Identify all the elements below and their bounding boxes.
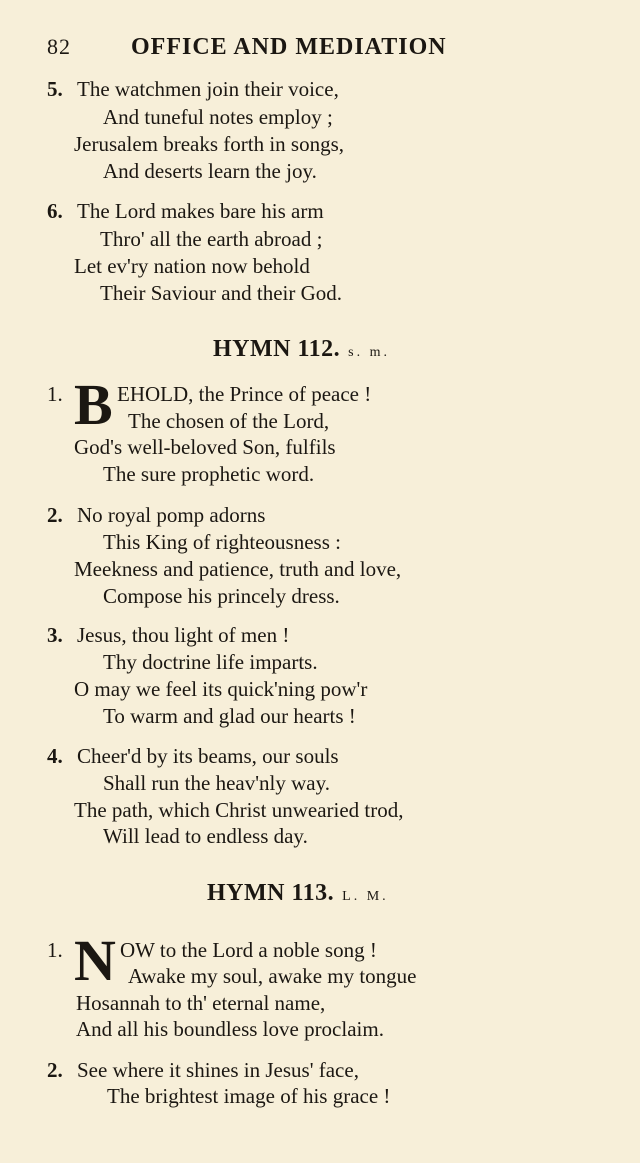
verse-number: 3. [47, 623, 63, 647]
verse-number: 6. [47, 199, 63, 223]
hymn-112-verse-4-line-3: The path, which Christ unwearied trod, [74, 798, 404, 822]
verse-5-line-1: 5. The watchmen join their voice, [47, 77, 339, 101]
page-header [47, 34, 517, 70]
hymn-title: HYMN 113. [207, 880, 335, 906]
verse-6-line-1: 6. The Lord makes bare his arm [47, 199, 324, 223]
hymn-112-verse-4-line-1: 4. Cheer'd by its beams, our souls [47, 744, 339, 768]
drop-cap: B [74, 372, 113, 437]
hymn-112-verse-4-line-2: Shall run the heav'nly way. [103, 771, 330, 795]
hymn-meter: L. M. [342, 889, 389, 904]
hymn-113-verse-2-line-2: The brightest image of his grace ! [107, 1084, 391, 1108]
hymn-112-verse-1-line-2: The chosen of the Lord, [128, 409, 330, 433]
hymn-112-verse-2-line-1: 2. No royal pomp adorns [47, 503, 266, 527]
hymn-112-heading [213, 336, 390, 363]
hymn-112-verse-1-line-4: The sure prophetic word. [103, 462, 315, 486]
verse-number: 4. [47, 744, 63, 768]
hymn-meter: s. m. [348, 345, 391, 360]
verse-number: 2. [47, 1058, 63, 1082]
hymn-112-verse-3-line-2: Thy doctrine life imparts. [103, 650, 318, 674]
hymn-113-verse-1-line-3: Hosannah to th' eternal name, [76, 991, 326, 1015]
hymn-113-verse-1-number: 1. [47, 938, 63, 962]
hymn-112-verse-3-line-3: O may we feel its quick'ning pow'r [74, 677, 368, 701]
verse-6-line-3: Let ev'ry nation now behold [74, 254, 310, 278]
hymn-112-verse-3-line-4: To warm and glad our hearts ! [103, 704, 356, 728]
hymn-title: HYMN 112. [213, 336, 341, 362]
hymn-112-verse-3-line-1: 3. Jesus, thou light of men ! [47, 623, 290, 647]
hymn-112-verse-2-line-2: This King of righteousness : [103, 530, 341, 554]
verse-5-line-2: And tuneful notes employ ; [103, 105, 333, 129]
hymn-112-verse-4-line-4: Will lead to endless day. [103, 824, 308, 848]
verse-number: 2. [47, 503, 63, 527]
page-number: 82 [47, 34, 71, 59]
verse-6-line-2: Thro' all the earth abroad ; [100, 227, 323, 251]
verse-5-line-3: Jerusalem breaks forth in songs, [74, 132, 345, 156]
hymn-113-verse-1-line-1: OW to the Lord a noble song ! [120, 938, 377, 962]
verse-5-line-4: And deserts learn the joy. [103, 159, 317, 183]
running-title: OFFICE AND MEDIATION [131, 34, 447, 60]
hymn-112-verse-1-number: 1. [47, 382, 63, 406]
hymn-113-verse-1-line-4: And all his boundless love proclaim. [76, 1017, 384, 1041]
hymn-112-verse-1-line-1: EHOLD, the Prince of peace ! [117, 382, 372, 406]
drop-cap: N [74, 928, 116, 993]
hymn-112-verse-2-line-4: Compose his princely dress. [103, 584, 340, 608]
verse-6-line-4: Their Saviour and their God. [100, 281, 343, 305]
hymn-113-verse-1-line-2: Awake my soul, awake my tongue [128, 964, 417, 988]
hymn-113-verse-2-line-1: 2. See where it shines in Jesus' face, [47, 1058, 359, 1082]
hymn-112-verse-2-line-3: Meekness and patience, truth and love, [74, 557, 402, 581]
hymn-112-verse-1-line-3: God's well-beloved Son, fulfils [74, 435, 336, 459]
hymn-113-heading [207, 880, 389, 907]
verse-number: 5. [47, 77, 63, 101]
